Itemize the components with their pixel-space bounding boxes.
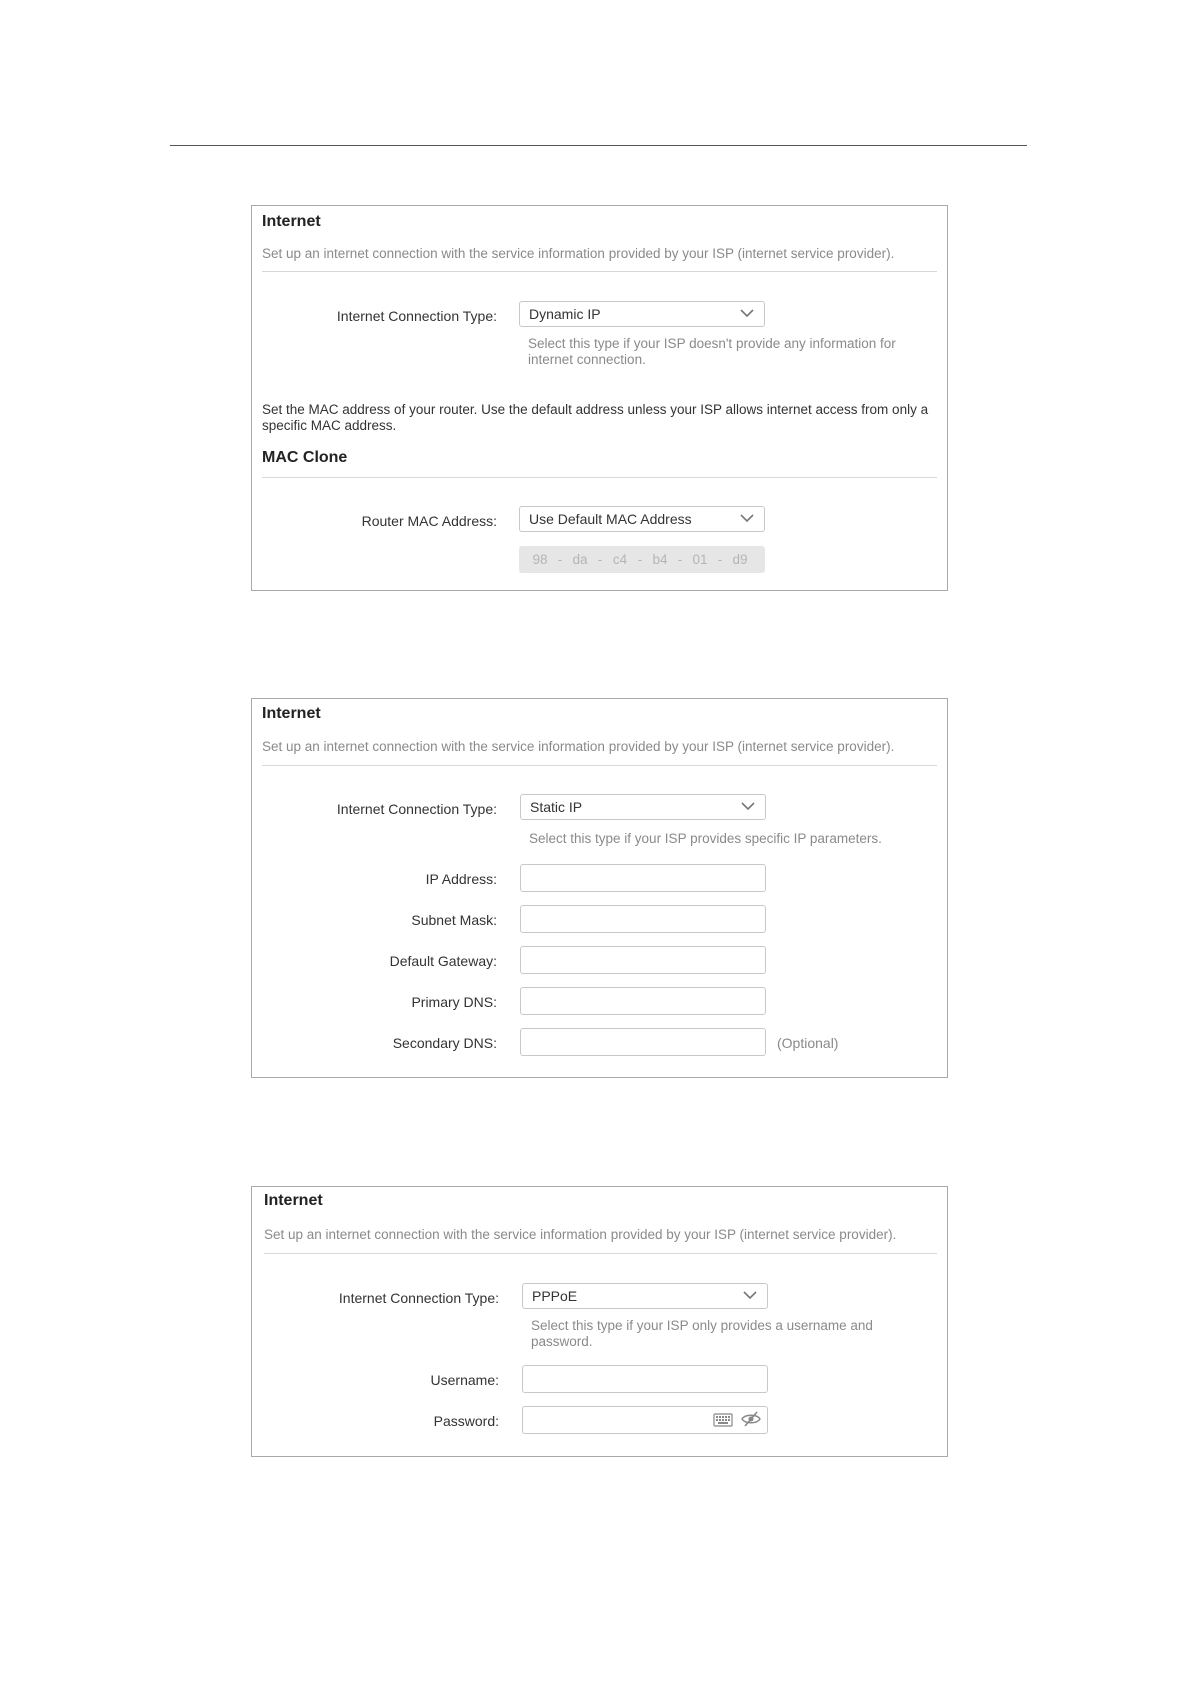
mac-address-display bbox=[519, 546, 765, 573]
password-label: Password: bbox=[433, 1413, 499, 1429]
connection-type-label: Internet Connection Type: bbox=[336, 308, 497, 324]
panel-title: Internet bbox=[264, 1192, 323, 1209]
router-mac-value: Use Default MAC Address bbox=[529, 511, 692, 527]
username-label: Username: bbox=[430, 1372, 499, 1388]
username-input[interactable] bbox=[522, 1365, 768, 1393]
subnet-mask-label: Subnet Mask: bbox=[411, 912, 497, 928]
divider bbox=[262, 271, 937, 272]
mac-separator: - bbox=[557, 552, 563, 567]
connection-type-select[interactable] bbox=[519, 301, 765, 327]
divider bbox=[262, 765, 937, 766]
page-header-rule bbox=[170, 145, 1027, 146]
mac-octet: c4 bbox=[612, 552, 628, 567]
mac-octet: 98 bbox=[532, 552, 548, 567]
secondary-dns-input[interactable] bbox=[520, 1028, 766, 1056]
connection-type-label: Internet Connection Type: bbox=[338, 1290, 499, 1306]
connection-type-select[interactable] bbox=[520, 794, 766, 820]
mac-octet: b4 bbox=[652, 552, 668, 567]
primary-dns-input[interactable] bbox=[520, 987, 766, 1015]
mac-separator: - bbox=[717, 552, 723, 567]
chevron-down-icon bbox=[740, 308, 754, 318]
mac-separator: - bbox=[637, 552, 643, 567]
panel-title: Internet bbox=[262, 705, 321, 722]
connection-type-label: Internet Connection Type: bbox=[336, 801, 497, 817]
chevron-down-icon bbox=[743, 1290, 757, 1300]
secondary-dns-label: Secondary DNS: bbox=[392, 1035, 497, 1051]
ip-address-label: IP Address: bbox=[425, 871, 497, 887]
default-gateway-label: Default Gateway: bbox=[389, 953, 497, 969]
connection-type-hint: Select this type if your ISP provides specific IP parameters. bbox=[529, 831, 882, 846]
mac-separator: - bbox=[597, 552, 603, 567]
default-gateway-input[interactable] bbox=[520, 946, 766, 974]
panel-description: Set up an internet connection with the service information provided by your ISP (internet service provider). bbox=[264, 1227, 897, 1242]
connection-type-value: Dynamic IP bbox=[529, 306, 601, 322]
router-mac-label: Router MAC Address: bbox=[361, 513, 497, 529]
panel-description: Set up an internet connection with the service information provided by your ISP (internet service provider). bbox=[262, 246, 895, 261]
connection-type-value: Static IP bbox=[530, 799, 583, 815]
internet-panel-pppoe bbox=[251, 1186, 948, 1457]
primary-dns-label: Primary DNS: bbox=[411, 994, 497, 1010]
mac-separator: - bbox=[677, 552, 683, 567]
divider bbox=[264, 1253, 937, 1254]
mac-octet: 01 bbox=[692, 552, 708, 567]
chevron-down-icon bbox=[741, 801, 755, 811]
mac-clone-title: MAC Clone bbox=[262, 449, 348, 466]
password-input[interactable] bbox=[529, 1410, 713, 1430]
divider bbox=[262, 477, 937, 478]
chevron-down-icon bbox=[740, 513, 754, 523]
mac-octet: d9 bbox=[732, 552, 748, 567]
mac-note: Set the MAC address of your router. Use the default address unless your ISP allows internet access from only a specific MAC address. bbox=[262, 402, 929, 433]
internet-panel-static-ip bbox=[251, 698, 948, 1078]
connection-type-value: PPPoE bbox=[532, 1288, 578, 1304]
eye-off-icon[interactable] bbox=[741, 1411, 761, 1427]
connection-type-hint: Select this type if your ISP only provides a username and password. bbox=[531, 1318, 873, 1349]
mac-octet: da bbox=[572, 552, 588, 567]
panel-description: Set up an internet connection with the service information provided by your ISP (internet service provider). bbox=[262, 739, 895, 754]
panel-title: Internet bbox=[262, 213, 321, 230]
connection-type-select[interactable] bbox=[522, 1283, 768, 1309]
ip-address-input[interactable] bbox=[520, 864, 766, 892]
connection-type-hint: Select this type if your ISP doesn't provide any information for internet connection. bbox=[528, 336, 896, 367]
password-field[interactable] bbox=[522, 1406, 768, 1434]
subnet-mask-input[interactable] bbox=[520, 905, 766, 933]
router-mac-select[interactable] bbox=[519, 506, 765, 532]
keyboard-icon[interactable] bbox=[713, 1412, 733, 1427]
internet-panel-dynamic-ip bbox=[251, 205, 948, 591]
optional-note: (Optional) bbox=[777, 1035, 839, 1051]
